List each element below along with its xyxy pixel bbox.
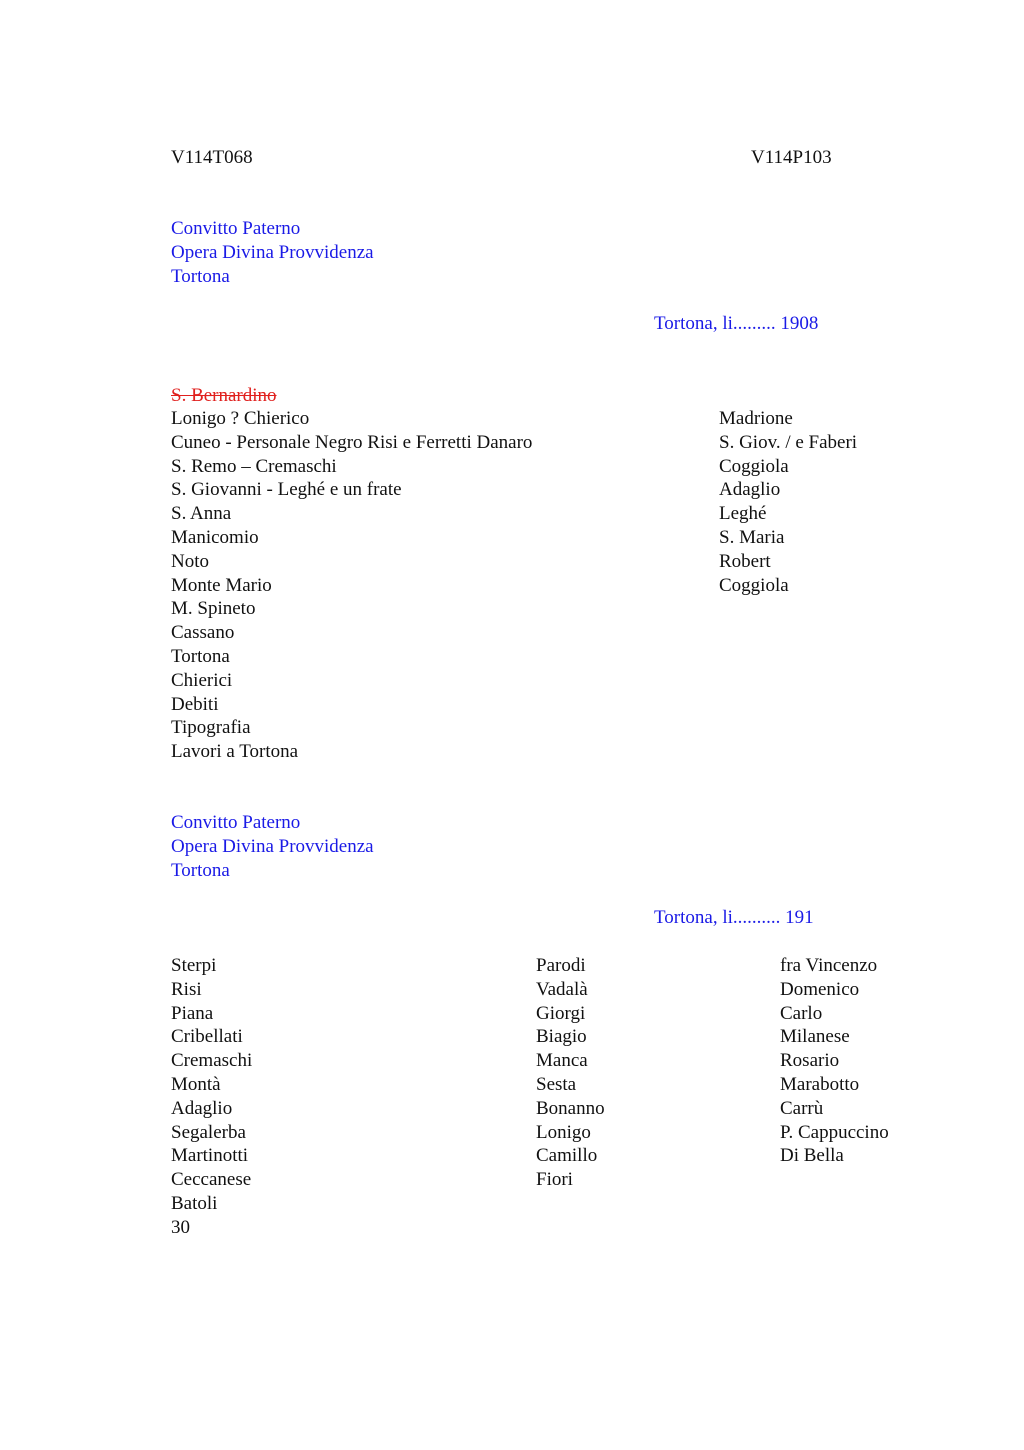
list-item: Carrù [780,1097,824,1119]
list-item: Adaglio [719,479,781,501]
list-item: Madrione [719,408,793,429]
list-item: S. Giov. / e Faberi [719,431,858,453]
letterhead-2-date: Tortona, li.......... 191 [654,907,814,928]
list-item: Manca [536,1050,588,1072]
list-item: Domenico [780,978,860,1000]
list-item: M. Spineto [171,598,256,620]
letterhead-2-line3: Tortona [171,860,230,881]
list-item: S. Maria [719,526,785,548]
list-item: P. Cappuccino [780,1121,889,1143]
list-item: Tortona [171,645,230,667]
list-item: Di Bella [780,1145,844,1167]
page-count: 30 [171,1216,190,1238]
list-item: Cuneo - Personale Negro Risi e Ferretti Danaro [171,431,533,453]
struck-heading: S. Bernardino [171,385,277,406]
list-item: Cremaschi [171,1050,253,1072]
section-2-col2 [536,954,605,1192]
list-item: Noto [171,550,209,572]
section-1-right-list [719,407,857,597]
list-item: Adaglio [171,1097,233,1119]
list-item: Parodi [536,955,586,976]
list-item: Cassano [171,622,235,644]
list-item: Ceccanese [171,1169,252,1191]
list-item: Leghé [719,503,767,525]
list-item: S. Anna [171,503,232,525]
left-document-code: V114T068 [171,147,253,168]
list-item: Carlo [780,1002,823,1024]
list-item: Lonigo ? Chierico [171,408,310,429]
list-item: Monte Mario [171,574,272,596]
list-item: Lonigo [536,1121,591,1143]
letterhead-1-line1: Convitto Paterno [171,218,301,239]
list-item: Risi [171,978,202,1000]
list-item: Coggiola [719,574,789,596]
list-item: Vadalà [536,978,588,1000]
list-item: Marabotto [780,1073,860,1095]
list-item: Chierici [171,669,233,691]
list-item: Batoli [171,1192,218,1214]
list-item: Coggiola [719,455,789,477]
list-item: S. Giovanni - Leghé e un frate [171,479,402,501]
list-item: fra Vincenzo [780,955,878,976]
list-item: Manicomio [171,526,259,548]
list-item: Montà [171,1073,221,1095]
section-2-col3 [780,954,889,1168]
list-item: Debiti [171,693,219,715]
list-item: Camillo [536,1145,598,1167]
section-2-col1 [171,954,252,1240]
letterhead-1-line2: Opera Divina Provvidenza [171,242,374,263]
section-1-left-list [171,407,532,764]
list-item: Martinotti [171,1145,249,1167]
right-document-code: V114P103 [751,147,832,168]
list-item: Cribellati [171,1026,243,1048]
list-item: Bonanno [536,1097,605,1119]
letterhead-1-line3: Tortona [171,266,230,287]
list-item: Milanese [780,1026,850,1048]
list-item: Piana [171,1002,214,1024]
list-item: Segalerba [171,1121,246,1143]
letterhead-2-line1: Convitto Paterno [171,812,301,833]
list-item: Rosario [780,1050,840,1072]
list-item: Tipografia [171,717,251,739]
list-item: Sterpi [171,955,217,976]
list-item: Fiori [536,1169,573,1191]
letterhead-1-date: Tortona, li......... 1908 [654,313,819,334]
list-item: S. Remo – Cremaschi [171,455,337,477]
letterhead-2-line2: Opera Divina Provvidenza [171,836,374,857]
list-item: Lavori a Tortona [171,741,299,763]
list-item: Biagio [536,1026,587,1048]
list-item: Giorgi [536,1002,586,1024]
list-item: Robert [719,550,771,572]
list-item: Sesta [536,1073,577,1095]
